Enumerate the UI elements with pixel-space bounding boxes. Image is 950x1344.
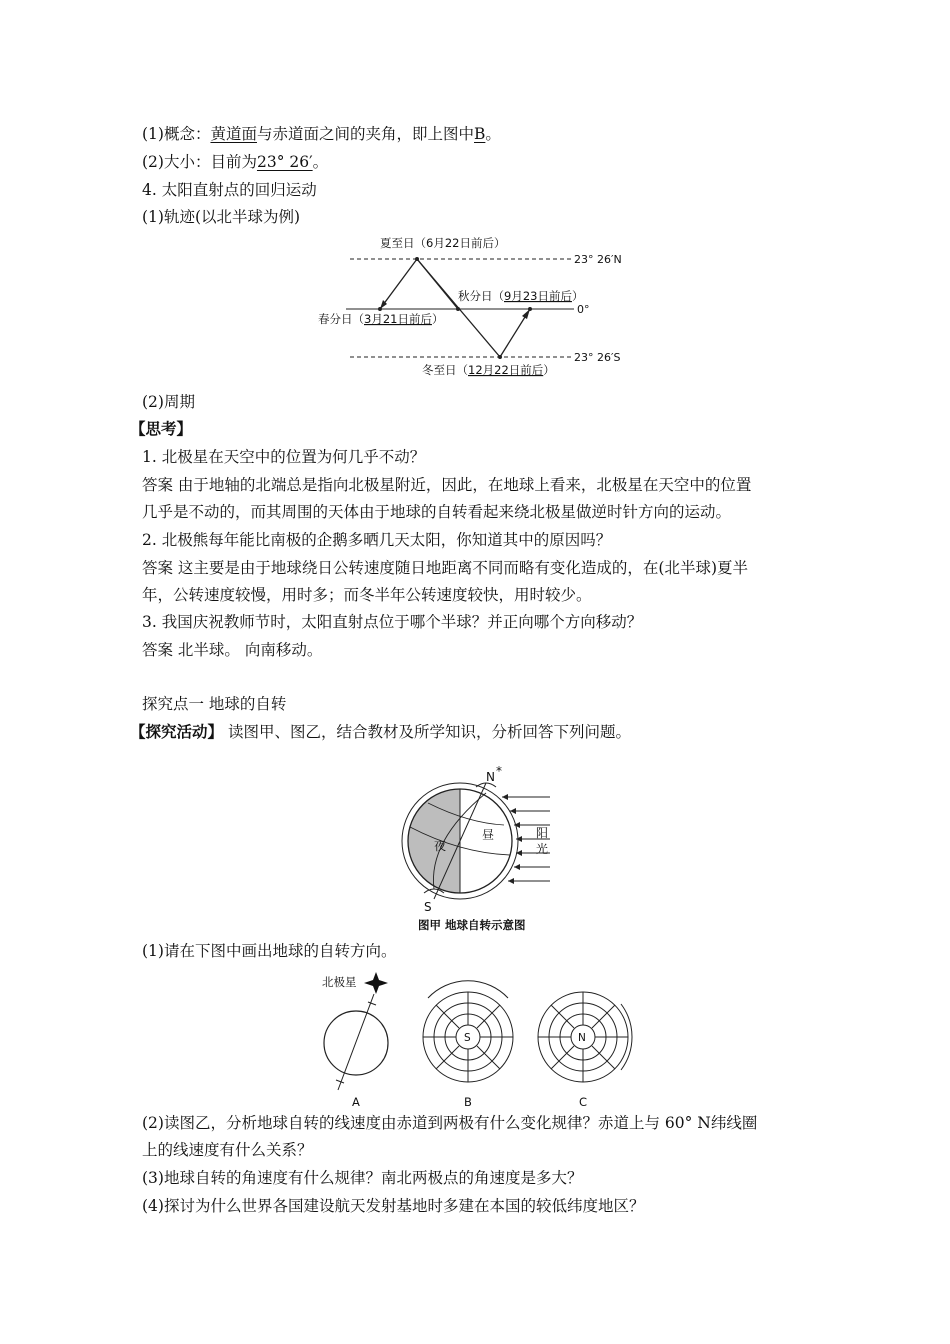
point-summer (415, 257, 419, 261)
task-3: (3)地球自转的角速度有什么规律？南北两极点的角速度是多大？ (142, 1169, 583, 1187)
sunlight-label-2: 光 (536, 842, 549, 856)
size-end: 。 (312, 153, 329, 171)
migration-path-extension (417, 259, 458, 309)
section-heading: 探究点一 地球的自转 (142, 695, 287, 713)
size-answer: 23° 26′ (256, 153, 313, 171)
concept-end: 。 (485, 125, 501, 143)
solar-migration-diagram (310, 232, 640, 382)
migration-path (380, 259, 530, 357)
polaris-star (364, 972, 388, 994)
globe-b-pole: S (464, 1032, 471, 1044)
concept-answer-ecliptic: 黄道面 (210, 125, 257, 143)
polaris-label: 北极星 (322, 975, 357, 989)
label-a: A (352, 1095, 360, 1109)
point-winter (498, 355, 502, 359)
lat-south-label: 23° 26′S (574, 351, 621, 364)
answer-1-line1: 答案 由于地轴的北端总是指向北极星附近，因此，在地球上看来，北极星在天空中的位置 (142, 476, 752, 494)
answer-2-line1: 答案 这主要是由于地球绕日公转速度随日地距离不同而略有变化造成的，在(北半球)夏半 (142, 559, 749, 577)
size-label: (2)大小：目前为 (142, 153, 257, 171)
concept-line (142, 124, 501, 144)
answer-1-line2: 几乎是不动的，而其周围的天体由于地球的自转看起来绕北极星做逆时针方向的运动。 (142, 503, 732, 521)
question-1: 1. 北极星在天空中的位置为何几乎不动？ (142, 448, 426, 466)
spring-label: 春分日（3月21日前后） (318, 312, 444, 326)
globe-a-tick-bottom (336, 1080, 344, 1083)
south-pole-label: S (424, 900, 432, 914)
activity-line (130, 722, 631, 742)
concept-label: (1)概念： (142, 125, 211, 143)
globe-c-pole: N (578, 1032, 586, 1044)
activity-label: 【探究活动】 (130, 722, 224, 741)
lat-north-label: 23° 26′N (574, 253, 622, 266)
answer-3: 答案 北半球。 向南移动。 (142, 641, 323, 659)
concept-text: 与赤道面之间的夹角，即上图中 (256, 125, 474, 143)
answer-2-line2: 年，公转速度较慢，用时多；而冬半年公转速度较快，用时较少。 (142, 586, 592, 604)
size-line (142, 152, 328, 172)
lat-equator-label: 0° (577, 303, 590, 316)
task-4: (4)探讨为什么世界各国建设航天发射基地时多建在本国的较低纬度地区？ (142, 1197, 645, 1215)
label-c: C (579, 1095, 588, 1109)
autumn-label: 秋分日（9月23日前后） (458, 289, 584, 303)
task-2-line2: 上的线速度有什么关系？ (142, 1141, 313, 1159)
question-2: 2. 北极熊每年能比南极的企鹅多晒几天太阳，你知道其中的原因吗？ (142, 531, 612, 549)
task-1: (1)请在下图中画出地球的自转方向。 (142, 942, 397, 960)
task-2-line1: (2)读图乙，分析地球自转的线速度由赤道到两极有什么变化规律？赤道上与 60° N纬线圈 (142, 1114, 758, 1132)
globe-a-tick-top (368, 1002, 376, 1005)
question-3: 3. 我国庆祝教师节时，太阳直射点位于哪个半球？并正向哪个方向移动？ (142, 613, 643, 631)
figure-caption: 图甲 地球自转示意图 (418, 918, 526, 932)
earth-rotation-diagram (398, 765, 558, 937)
point-autumn-2 (528, 307, 532, 311)
heading-solar-motion: 4. 太阳直射点的回归运动 (142, 181, 317, 199)
north-pole-label: N (486, 770, 495, 784)
activity-text: 读图甲、图乙，结合教材及所学知识，分析回答下列问题。 (223, 723, 631, 741)
think-heading: 【思考】 (130, 419, 193, 438)
winter-label: 冬至日（12月22日前后） (422, 363, 555, 377)
sunlight-label-1: 阳 (536, 826, 549, 840)
point-spring (378, 307, 382, 311)
label-b: B (464, 1095, 472, 1109)
globe-drawing-diagram (316, 968, 636, 1110)
summer-label: 夏至日（6月22日前后） (380, 236, 506, 250)
night-label: 夜 (434, 839, 447, 853)
trajectory-label: (1)轨迹(以北半球为例) (142, 208, 301, 226)
polaris-star-mark: * (496, 765, 502, 778)
concept-answer-b: B (474, 125, 486, 143)
point-autumn (456, 307, 460, 311)
day-label: 昼 (482, 828, 495, 842)
period-label: (2)周期 (142, 393, 195, 411)
